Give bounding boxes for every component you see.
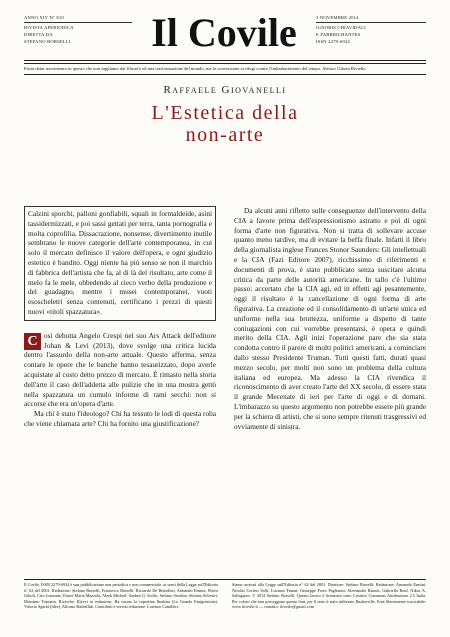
abstract-text: Calzini sporchi, palloni gonfiabili, squali in formaldeide, asini tassidermizzati, e poi sassi gettati per terra, tanta pornografia e molta coprofilia. Dissacrazione, nonsense, divertimento inutile sembrano le nuove categorie dell'arte contemporanea, in cui solo il mercato definisce il valore dell'opera, e ogni giudizio estetico è bandito. Oggi niente ha più senso se non il marchio di fabbrica dell'artista che fa, al di là del risultato, arte come il melo fa le mele, obbedendo al cieco verbo della produzione e del guadagno, mentre i musei contemporanei, vuoti esoscheletri senza contenuti, certificano i prezzi di questi nuovi «titoli spazzatura». <box>28 209 212 316</box>
article-title-line: L'Estetica della <box>151 102 299 124</box>
paragraph-text: osì debutta Angelo Crespi nel suo Ars Attack dell'editore Johan & Levi (2013), dove svolge una critica lucida dentro l'assurdo della non-arte attuale. Questo afferma, senza contare le opere che le banche hanno tesaurizzato, dopo averle acquistate al costo detto prezzo di mercato. È rimasto nella storia dell'arte il caso dell'addetta alle pulizie che in una mostra gettò nella spazzatura un cumulo informe di rami secchi: non si accorse che era un'opera d'arte. <box>24 330 216 409</box>
paragraph: Ma chi è stato l'ideologo? Chi ha tessuto le lodi di questa roba che viene chiamata arte? Chi ha fornito una giustificazione? <box>24 409 216 428</box>
paragraph <box>24 331 216 409</box>
masthead-title: Il Covile <box>151 10 297 55</box>
article-author: Raffaele Giovanelli <box>163 84 287 96</box>
motto-rule <box>24 74 426 75</box>
issue-date: 3 NOVEMBRE 2014 <box>316 15 359 20</box>
masthead-right-line: E FABBRICHANTES <box>316 32 361 37</box>
article-title <box>24 102 426 146</box>
right-column <box>234 206 426 431</box>
masthead-left-line: STEFANO BORSELLI <box>24 39 71 44</box>
footer <box>24 582 426 622</box>
masthead-left-line: DIRETTA DA <box>24 32 53 37</box>
masthead-right-line: IGNORIS CHIAVIDALI <box>316 25 366 30</box>
motto: Primi datur movimento in questa che non sappiamo dal filosofo ed una trasformazione del mondo, ma la conversione ai rifugi contro l'imbarbarimento del tempo. Alessio Gibran Riviello <box>24 66 366 71</box>
footer-right-text: Siamo arrivati alla Legge sull'Editoria n° 62 del 2001. Direttore: Stefano Borselli. Redazione: Armando Ermini, Nicolas Cortesi Solli, Luciano Funari, Giuseppe Ferro Pagliarini, Alessandro Ramos, Gabriella Roul, Nikos A. Salingaros. © 2014 Stefano Borselli. Questo lavoro è licenziato sotto Creative Commons Attribuzione 2.5 Italia. Per coloro che non posseggono questo font, per il testo è stato utilizzato Baskerville. Font liberamente scaricabile: www.ilcovile.it — contatto: ilcovile@gmail.com <box>232 582 426 610</box>
masthead <box>24 10 426 74</box>
masthead-left-line: RIVISTA APERIODICA <box>24 25 74 30</box>
issn: ISSN 2279-6924 <box>316 39 350 44</box>
left-column <box>24 206 216 429</box>
masthead-left-info <box>24 14 132 45</box>
masthead-right-info <box>316 14 426 45</box>
abstract-box <box>24 206 216 321</box>
footer-left-text: Il Covile, ISSN 2279-6924 è una pubblicazione non periodica e non commerciale, ai sensi della Legge sull'Editoria n° 62 del 2001. Redazione: Stefano Borselli, Francesco Borselli, Riccardo De Benedetti, Armando Ermini, Pietro Gilioli, Ciro Lomonte, Ettore Maria Mazzola, Alzek Misheff, Andrea G. Sciffo, Stefano Serafini, Stefano Silvestri, Massimo Tomasin. Ricerche: Ricevi in redazione, Ha curato la copertina Ibrahim (La Grande Emigrazione). Vittorio Sgarbi (Idee), Alfonso Barbellini. Contributi e servizi redazione: Lorenzo Camilleri. <box>24 582 218 610</box>
issue-number: ANNO XIV N° 810 <box>24 15 64 20</box>
drop-cap: C <box>24 333 41 350</box>
paragraph: Da alcuni anni rifletto sulle conseguenze dell'intervento della CIA a favore prima dell'espressionismo astratto e poi di ogni forma d'arte non figurativa. Non si tratta di sollevare accuse quanto meno tardive, ma di evitare la beffa finale. Infatti il libro della giornalista inglese Frances Stonor Saunders: Gli intellettuali e la CIA (Fazi Editore 2007), ricchissimo di riferimenti e documenti di prova, è stato pubblicato senza suscitare alcuna critica da parte delle autorità americane. In tallo c'è l'ultimo passo: accertato che la CIA agì, ed in effetti agì pesantemente, oggi il risultato è la cancellazione di ogni forma di arte figurativa. La creazione ed il consolidamento di un'arte unica ed uniforme nella sua bruttezza, uniforme a dispetto di tante coniugazioni con cui vorrebbe presentarsi, è opera e quindi merito della CIA. Agli inizi l'operazione pare che sia stata condotta contro il parere di molti politici americani, a cominciare dallo stesso Presidente Truman. Tutti questi fatti, durati quasi mezzo secolo, per molti non sono un problema della cultura italiana ed europea. Ma adesso la CIA rivendica il riconoscimento di aver creato l'arte del XX secolo, di essere stata il grande Mecenate di ieri per l'arte di oggi e di domani. L'imbarazzo su questo argomento non potrebbe essere più grande per la schiera di artisti, che si sono sempre ritenuti trasgressivi ed ovviamente di sinistra. <box>234 206 426 431</box>
masthead-rule-thin <box>24 63 426 64</box>
divider <box>24 22 132 23</box>
masthead-rule <box>24 60 426 61</box>
footer-rule <box>24 579 426 580</box>
article-title-line: non-arte <box>185 124 265 146</box>
divider <box>316 22 426 23</box>
